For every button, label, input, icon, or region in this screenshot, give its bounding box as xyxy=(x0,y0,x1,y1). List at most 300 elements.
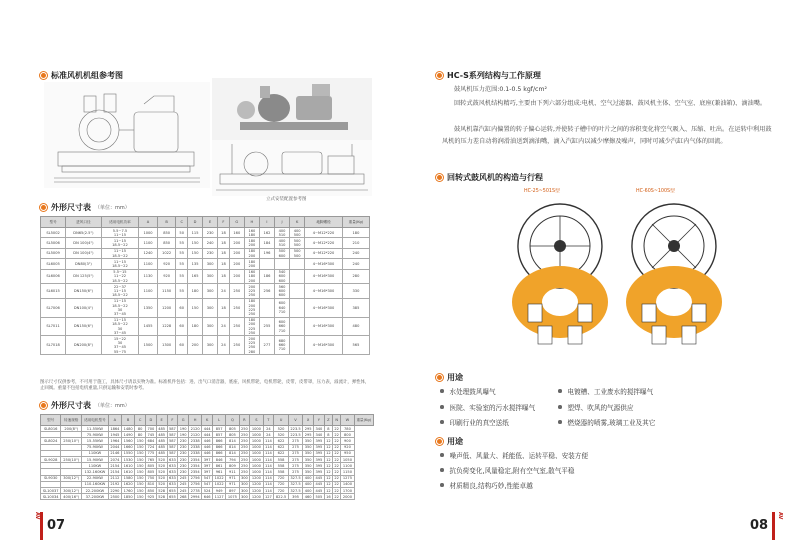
table-cell: 485 xyxy=(158,426,166,431)
table-cell: 11~15 18.5~22 30 37~45 xyxy=(101,298,139,317)
table-cell: 210 xyxy=(342,238,369,248)
table-cell: 971 xyxy=(226,475,239,481)
table-cell: 745 xyxy=(147,432,155,437)
table-cell: 150 xyxy=(136,476,144,481)
table-cell: 1455 xyxy=(139,317,158,336)
table-cell: 1130 xyxy=(139,269,158,284)
table-cell: 4~M12*220 xyxy=(305,238,343,248)
table-cell: 275 xyxy=(288,463,303,469)
table-cell: 340 xyxy=(315,426,323,431)
table-cell: 2120 xyxy=(189,426,202,432)
table-cell: 1000 xyxy=(250,469,263,475)
table-cell: 245 xyxy=(179,488,187,493)
table-cell: 385 xyxy=(342,298,369,317)
table-header-cell: I xyxy=(259,217,274,228)
table-cell: 2338 xyxy=(189,450,202,456)
table-cell: 22 xyxy=(334,488,339,493)
table-cell: 255 xyxy=(259,317,274,336)
table-cell: 600 640 710 xyxy=(275,298,290,317)
principle-paragraph: 鼓风机靠汽缸内偏置的转子偏心运转,并使转子槽中的叶片之间的容积变化将空气吸入、压缩、吐出。在运转中利用鼓风机的压力差自动将润滑油送到滴油嘴，滴入汽缸内以减少摩擦及噪声，同时可减少汽缸内气体的回流。 xyxy=(442,126,772,145)
table-cell: 4~M16*300 xyxy=(305,317,343,336)
table-cell: 200 xyxy=(229,248,244,258)
table-cell: SL9030 xyxy=(41,475,61,481)
bullet-icon xyxy=(440,389,444,393)
table-cell: 55 xyxy=(176,269,188,284)
table-cell: 2756 xyxy=(189,481,202,487)
table-header-cell: H xyxy=(244,217,259,228)
table-cell: 160 180 xyxy=(244,228,259,238)
table-cell: 180 200 xyxy=(244,248,259,258)
table-cell: 15~22 30 37~45 55~75 xyxy=(101,336,139,355)
structure-paragraph: 回转式鼓风机结构精巧,主要由下列六部分组成:电机、空气过滤器、鼓风机主体、空气室、底座(兼油箱)、滴油嘴。 xyxy=(454,100,767,107)
table-cell: 150 xyxy=(136,482,144,487)
table-row xyxy=(41,298,370,317)
table-cell: 300 xyxy=(203,336,218,355)
table-cell: 327.5 xyxy=(288,481,303,487)
table-cell: 1200 xyxy=(157,298,176,317)
table-cell: 80 xyxy=(135,426,146,432)
table-cell: 18 xyxy=(218,269,230,284)
table-cell: 114 xyxy=(264,469,272,474)
table-cell: 200(8") xyxy=(61,426,82,432)
table-cell: 1530 xyxy=(122,457,135,463)
table-cell: 110-160KW xyxy=(82,481,109,487)
table-cell: 2074 xyxy=(108,457,121,463)
table-cell: SL7011 xyxy=(41,317,66,336)
table-cell: 520 xyxy=(158,469,166,474)
table-cell: 12 xyxy=(326,451,331,456)
table-header-cell: K xyxy=(202,415,213,426)
table-cell: 950 xyxy=(341,450,354,456)
table-cell: 400 510 xyxy=(275,228,290,238)
table-cell: 11~15 18.5~22 xyxy=(101,259,139,269)
table-cell: 22 xyxy=(334,445,339,450)
table-cell: SL8024 xyxy=(41,438,61,444)
table-cell: 340 xyxy=(315,432,323,437)
table-cell: 132-160KW xyxy=(82,469,109,475)
table-cell: 1127 xyxy=(213,494,226,500)
table-cell: 24 xyxy=(218,336,230,355)
table-row xyxy=(41,238,370,248)
table-header-cell: Y xyxy=(314,415,325,426)
table-cell: 520 xyxy=(158,482,166,487)
table-header-cell: D xyxy=(146,415,157,426)
table-cell: 1350 xyxy=(139,298,158,317)
side-tag: AV xyxy=(34,512,40,520)
table-cell: 528 xyxy=(158,488,166,493)
table-cell: 250 xyxy=(240,432,248,437)
table-cell: 633 xyxy=(168,482,176,487)
bullet-icon xyxy=(558,389,562,393)
table-cell: 300 xyxy=(240,482,248,487)
table-cell: 400(16") xyxy=(61,494,82,500)
bullet-dot-icon xyxy=(436,374,443,381)
table-cell: 814 xyxy=(226,450,239,456)
table-cell: 520 xyxy=(158,463,166,468)
table-cell xyxy=(259,298,274,317)
bullet-icon xyxy=(558,420,562,424)
table-cell: 1100 xyxy=(139,238,158,248)
table-cell: 11~15 18.5~22 xyxy=(101,248,139,258)
table-cell: 1700 xyxy=(341,488,354,494)
table-cell: 230 xyxy=(179,438,187,443)
table-cell: 190 xyxy=(179,426,187,431)
table-header-cell: Q xyxy=(226,415,239,426)
table-cell: 22 xyxy=(334,438,339,443)
table-cell: 4~M12*220 xyxy=(305,248,343,258)
table-cell: 780 xyxy=(341,426,354,432)
table-cell: 5.5~7.5 11~15 xyxy=(101,228,139,238)
table-cell: 560 600 600 xyxy=(275,284,290,299)
table-cell: 861 xyxy=(213,463,226,469)
table-cell: 114 xyxy=(264,482,272,487)
table-cell: 528 xyxy=(158,494,166,499)
fan-model-label-2: HC-60S~100S型 xyxy=(636,189,675,194)
table-cell: 180 xyxy=(342,228,369,238)
table-row xyxy=(41,494,374,500)
table-note: 图示尺寸仅供参考，不可用于施工，具体尺寸请以实物为准。标准机件包括：进、出气口消音器，底座，风机带轮，电机带轮，皮带，皮带罩，压力表，溢流计，弹性体，止回阀。重量不包括电机重量,只供运输和安装时参考。 xyxy=(40,380,370,391)
table-cell: 60 xyxy=(176,336,188,355)
table-cell: 55 xyxy=(176,284,188,299)
table-cell: 587 xyxy=(168,426,176,431)
table-cell: DN 100(4") xyxy=(66,248,102,258)
table-cell: 240 xyxy=(342,248,369,258)
table-cell: 160 180 200 xyxy=(244,269,259,284)
table-cell: 275 xyxy=(288,450,303,456)
table-cell: 460 xyxy=(304,494,312,499)
table-cell: 397 xyxy=(203,469,211,474)
table-cell: 1022 xyxy=(213,475,226,481)
table-cell: 60 xyxy=(176,317,188,336)
table-cell: 200 xyxy=(229,269,244,284)
table-cell: 810 xyxy=(147,482,155,487)
table-cell: 22 xyxy=(334,451,339,456)
table-cell: 1300 xyxy=(157,336,176,355)
table-cell: 395 xyxy=(315,451,323,456)
table-header-cell: 型号 xyxy=(41,415,61,426)
table-cell: 1480 xyxy=(122,426,135,432)
table-cell: 587 xyxy=(168,445,176,450)
table-cell xyxy=(290,336,305,355)
table-cell: SL5009 xyxy=(41,248,66,258)
table-cell: 1275 xyxy=(341,475,354,481)
bullet-dot-icon xyxy=(436,72,443,79)
table-cell: 250(10") xyxy=(61,457,82,463)
table-cell: 485 xyxy=(158,445,166,450)
table-cell: 400 xyxy=(304,482,312,487)
table-cell: 857 xyxy=(213,432,226,438)
table-cell: 12 xyxy=(326,488,331,493)
table-cell: 500 500 xyxy=(290,238,305,248)
table-cell: 250 xyxy=(229,317,244,336)
right-page xyxy=(400,0,800,546)
table-cell: 500 600 xyxy=(275,248,290,258)
table-cell: 24 xyxy=(218,284,230,299)
table-cell: 587 xyxy=(168,438,176,443)
table-cell: 822.5 xyxy=(274,494,289,500)
table-cell: 230 xyxy=(179,445,187,450)
table-cell: 485 xyxy=(158,438,166,443)
table-cell: 275 xyxy=(288,457,303,463)
table-cell: 925 xyxy=(147,494,155,499)
table-cell: 22 xyxy=(334,426,339,431)
table-cell: 2756 xyxy=(189,475,202,481)
dimension-table-1 xyxy=(40,216,370,355)
table-cell: 1864 xyxy=(108,426,121,432)
table-cell: 866 xyxy=(213,438,226,444)
table-cell: SL5002 xyxy=(41,228,66,238)
table-cell: 1200 xyxy=(250,488,263,494)
table-cell: 230 xyxy=(179,451,187,456)
table-cell: 805 xyxy=(226,426,239,432)
table-cell: 11~15 18.5~22 xyxy=(101,238,139,248)
table-cell: 110KW xyxy=(82,463,109,469)
table-cell: DN100(4") xyxy=(66,298,102,317)
table-cell: 200 225 250 280 xyxy=(244,336,259,355)
table-cell: 920 xyxy=(341,444,354,450)
table-header-cell: W xyxy=(341,415,354,426)
table-cell: 1022 xyxy=(213,481,226,487)
table-cell: 1550 xyxy=(122,450,135,456)
bullet-icon xyxy=(440,468,444,472)
page-marker-bar xyxy=(772,512,775,540)
table-cell: 12 xyxy=(326,463,331,468)
table-cell: 22~37 11~15 18.5~22 xyxy=(101,284,139,299)
table-cell: 110KW xyxy=(82,450,109,456)
table-cell: 150 xyxy=(188,238,203,248)
table-cell: 350 xyxy=(304,463,312,468)
table-cell: 180 xyxy=(188,284,203,299)
page-marker-bar xyxy=(40,512,43,540)
table-header-cell: 适用电机功率 xyxy=(101,217,139,228)
table-cell: 720 xyxy=(274,475,289,481)
table-cell: 1000 xyxy=(250,463,263,469)
table-cell: 230 xyxy=(179,457,187,462)
table-header-cell: R xyxy=(239,415,250,426)
table-cell: 150 xyxy=(136,445,144,450)
table-cell: 250 xyxy=(229,298,244,317)
table-cell: 115 xyxy=(188,228,203,238)
table-cell: 2778 xyxy=(189,488,202,494)
table-cell: 1000 xyxy=(139,228,158,238)
table-cell: 150 xyxy=(136,451,144,456)
table-cell: 24 xyxy=(263,432,274,438)
table-cell: 897 xyxy=(226,488,239,494)
table-cell: 245 xyxy=(179,482,187,487)
table-cell: 444 xyxy=(203,426,211,431)
table-cell: 558 xyxy=(274,463,289,469)
table-cell: 12 xyxy=(326,482,331,487)
table-cell: 655 xyxy=(168,494,176,499)
table-cell: 1200 xyxy=(250,494,263,500)
table-cell: 300(12") xyxy=(61,488,82,494)
table-cell: 445 xyxy=(315,476,323,481)
table-cell: 4~M16*300 xyxy=(305,298,343,317)
table-cell: 165 xyxy=(188,269,203,284)
table-cell: 150 xyxy=(188,248,203,258)
table-cell xyxy=(290,259,305,269)
table-cell: 135 xyxy=(188,259,203,269)
table-cell: 446 xyxy=(203,438,211,443)
table-cell: 55 xyxy=(176,259,188,269)
table-header-cell: B xyxy=(122,415,135,426)
table-cell: 911 xyxy=(226,469,239,475)
table-cell: 8 xyxy=(324,426,332,432)
table-row xyxy=(41,284,370,299)
table-cell: 250 xyxy=(229,336,244,355)
table-cell: 622 xyxy=(274,444,289,450)
rotary-blower-diagram-2 xyxy=(622,194,726,354)
table-cell: 750 xyxy=(147,476,155,481)
table-cell: 1500 xyxy=(139,336,158,355)
table-cell: 633 xyxy=(168,476,176,481)
table-cell: 350 xyxy=(304,469,312,474)
table-cell: 12 xyxy=(326,476,331,481)
table-cell: 18 xyxy=(218,298,230,317)
table-cell: 4~M16*300 xyxy=(305,259,343,269)
table-cell: 1945 xyxy=(108,432,121,438)
table-cell: 295 xyxy=(304,426,312,431)
table-cell: 250(10") xyxy=(61,438,82,444)
table-cell: 1075 xyxy=(226,494,239,500)
table-header-cell: J xyxy=(275,217,290,228)
table-cell: 22 xyxy=(334,463,339,468)
table-cell: 850 xyxy=(157,228,176,238)
table-cell: SL6005 xyxy=(41,259,66,269)
table-cell: 250 xyxy=(240,445,248,450)
table-cell: 300 xyxy=(203,298,218,317)
dimension-table-2 xyxy=(40,414,374,500)
fan-model-label-1: HC-25~501S型 xyxy=(524,189,560,194)
table-cell: 646 xyxy=(203,494,211,499)
table-cell: 250 xyxy=(240,451,248,456)
table-cell: 16 xyxy=(326,494,331,499)
table-cell: 350 xyxy=(304,457,312,462)
table-cell: 327.5 xyxy=(288,488,303,494)
use-item: 电镀槽、工业废水的搅拌曝气 xyxy=(558,386,653,396)
table-cell: 2994 xyxy=(189,494,202,500)
table-cell: 230 xyxy=(179,469,187,474)
table-cell: 1560 xyxy=(122,438,135,444)
table-cell: 1660 xyxy=(122,444,135,450)
bullet-dot-icon xyxy=(40,72,47,79)
table-cell: SL10034 xyxy=(41,494,61,500)
table-cell: 565 xyxy=(342,336,369,355)
table-cell: 180 200 xyxy=(244,238,259,248)
table-cell: 2354 xyxy=(189,469,202,475)
table-cell: 114 xyxy=(264,445,272,450)
table-cell: 547 xyxy=(203,482,211,487)
table-cell: 1760 xyxy=(122,488,135,494)
bullet-icon xyxy=(440,483,444,487)
bullet-icon xyxy=(440,420,444,424)
table-cell: 15-55KW xyxy=(82,438,109,444)
table-cell: 300 xyxy=(203,269,218,284)
table-cell: 250 xyxy=(240,457,248,462)
drawing-caption: 立式安装配置参考图 xyxy=(266,197,307,202)
table-cell: 1228 xyxy=(157,317,176,336)
table-cell xyxy=(275,259,290,269)
table-cell: 1200 xyxy=(250,481,263,487)
table-header-cell: B xyxy=(157,217,176,228)
table-cell: 2354 xyxy=(189,463,202,469)
table-cell: SL7006 xyxy=(41,298,66,317)
table-cell: SL8016 xyxy=(41,426,61,432)
section-title-dimensions-1: 外形尺寸表 （单位：mm） xyxy=(40,202,130,213)
table-cell: 1000 xyxy=(250,426,263,432)
section-title-uses: 用途 xyxy=(436,372,463,383)
table-cell: 765 xyxy=(147,457,155,462)
table-cell: 1964 xyxy=(108,438,121,444)
table-cell: 250 xyxy=(229,284,244,299)
table-cell: 520 xyxy=(274,432,289,438)
table-header-cell: H xyxy=(189,415,202,426)
table-cell: 350 xyxy=(304,445,312,450)
feature-item: 材质精良,结构巧妙,性能卓越 xyxy=(440,480,533,490)
bullet-dot-icon xyxy=(40,204,47,211)
table-cell: 250 xyxy=(240,426,248,431)
table-cell: 587 xyxy=(168,451,176,456)
table-cell: 200 xyxy=(229,238,244,248)
table-cell: 37-200KW xyxy=(82,494,109,500)
table-header-cell: L xyxy=(213,415,226,426)
table-cell: 2154 xyxy=(108,469,121,475)
table-cell: 50 xyxy=(176,228,188,238)
table-cell: 230 xyxy=(203,248,218,258)
table-cell: 814 xyxy=(226,438,239,444)
table-cell: 11~15 18.5~22 30 37~45 xyxy=(101,317,139,336)
table-cell: 22 xyxy=(334,482,339,487)
table-cell: 18 xyxy=(218,228,230,238)
table-cell: SL10037 xyxy=(41,488,61,494)
table-cell: 1000 xyxy=(250,432,263,438)
table-cell: 295 xyxy=(304,432,312,437)
table-cell: 2044 xyxy=(108,444,121,450)
table-cell: 18 xyxy=(218,259,230,269)
table-cell: 184 xyxy=(259,238,274,248)
table-header-cell: 型号 xyxy=(41,217,66,228)
table-cell: 268 xyxy=(179,494,187,499)
table-header-cell: 地脚螺栓 xyxy=(305,217,343,228)
table-cell: 805 xyxy=(226,432,239,438)
table-cell: SL6015 xyxy=(41,284,66,299)
table-cell: 250 xyxy=(240,463,248,468)
table-cell: 1100 xyxy=(139,284,158,299)
table-cell: 622 xyxy=(274,450,289,456)
table-cell xyxy=(259,259,274,269)
table-cell: 866 xyxy=(213,444,226,450)
table-cell: 245 xyxy=(179,476,187,481)
table-cell: 180 xyxy=(188,317,203,336)
table-header-cell: F xyxy=(167,415,178,426)
table-cell: 680 660 710 xyxy=(275,336,290,355)
table-cell: 114 xyxy=(264,488,272,493)
table-cell: 4~M16*300 xyxy=(305,284,343,299)
table-cell: 2192 xyxy=(108,481,121,487)
table-cell: 150 xyxy=(136,494,144,499)
feature-item: 抗负荷变化,风量稳定,附有空气室,散气平稳 xyxy=(440,465,574,475)
table-cell: 1200 xyxy=(250,475,263,481)
table-cell: 15-90KW xyxy=(82,457,109,463)
table-cell: 22 xyxy=(334,476,339,481)
table-cell: 850 xyxy=(157,238,176,248)
section-title-construction: 回转式鼓风机的构造与行程 xyxy=(436,172,543,183)
table-header-cell: D xyxy=(188,217,203,228)
page-number: 08 xyxy=(750,518,769,533)
bullet-icon xyxy=(558,405,562,409)
table-cell: 395 xyxy=(315,457,323,462)
table-cell: 1100 xyxy=(139,259,158,269)
